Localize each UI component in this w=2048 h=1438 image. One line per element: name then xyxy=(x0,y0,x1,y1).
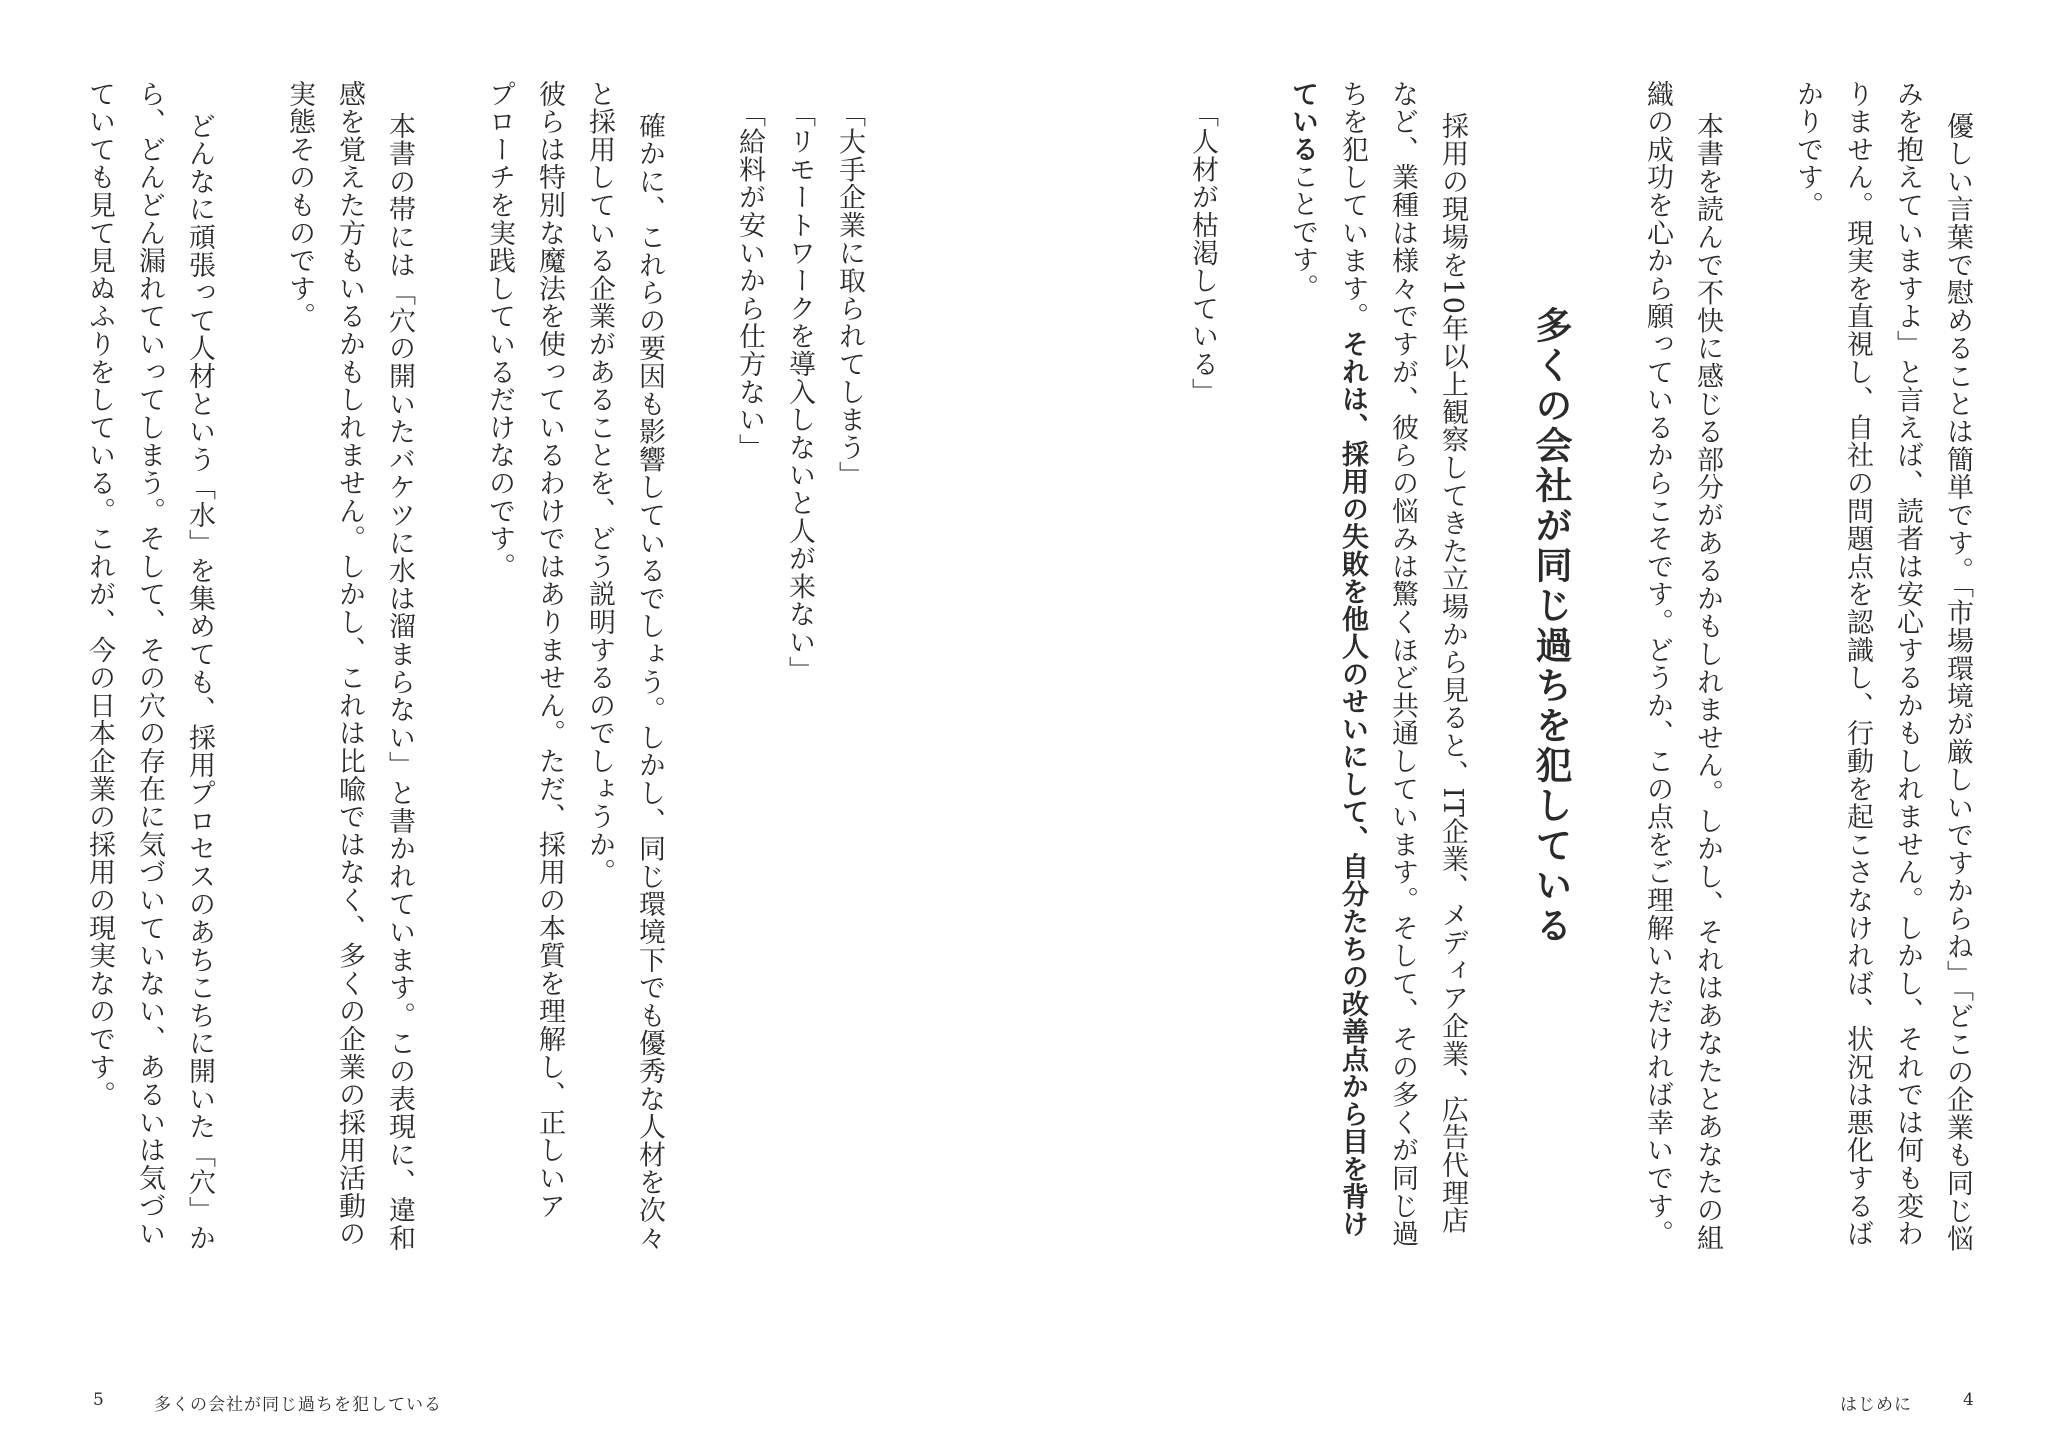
right-para2-line2: 織の成功を心から願っているからこそです。どうか、この点をご理解いただければ幸いです。 xyxy=(1642,80,1673,1248)
left-para1-line3: 彼らは特別な魔法を使っているわけではありません。ただ、採用の本質を理解し、正しいア xyxy=(534,80,565,1220)
left-quote-2: 「リモートワークを導入しないと人が来ない」 xyxy=(784,100,815,684)
right-para1-line4: かりです。 xyxy=(1792,80,1823,219)
right-para3-line4-bold: ている xyxy=(1287,80,1318,163)
right-page-number: 4 xyxy=(1963,1390,1974,1410)
right-para3-line3-bold: それは、採用の失敗を他人のせいにして、自分たちの改善点から目を背け xyxy=(1337,330,1368,1238)
left-para3-line1: どんなに頑張って人材という「水」を集めても、採用プロセスのあちこちに開いた「穴」か xyxy=(184,112,215,1252)
right-para3-line3 xyxy=(1339,80,1366,1238)
right-running-title: はじめに xyxy=(1840,1395,1912,1415)
right-para3-line3-normal: ちを犯しています。 xyxy=(1337,80,1368,331)
left-quote-1: 「大手企業に取られてしまう」 xyxy=(834,100,865,490)
left-para3-line3: ていても見て見ぬふりをしている。これが、今の日本企業の採用の現実なのです。 xyxy=(84,80,115,1109)
left-running-title: 多くの会社が同じ過ちを犯している xyxy=(154,1395,442,1415)
left-para2-line2: 感を覚えた方もいるかもしれません。しかし、これは比喩ではなく、多くの企業の採用活動の xyxy=(334,80,365,1248)
left-para1-line4: プローチを実践しているだけなのです。 xyxy=(484,80,515,581)
right-para3-line4-normal: ことです。 xyxy=(1287,162,1318,302)
left-page-number: 5 xyxy=(93,1390,104,1410)
right-para1-line3: りません。現実を直視し、自社の問題点を認識し、行動を起こさなければ、状況は悪化するば xyxy=(1842,80,1873,1248)
right-quote: 「人材が枯渇している」 xyxy=(1187,100,1218,406)
right-para3-line4 xyxy=(1289,80,1316,302)
right-para1-line2: みを抱えていますよ」と言えば、読者は安心するかもしれません。しかし、それでは何も変わ xyxy=(1892,80,1923,1248)
right-para1-line1: 優しい言葉で慰めることは簡単です。「市場環境が厳しいですからね」「どこの企業も同じ悩 xyxy=(1942,112,1973,1253)
section-heading: 多くの会社が同じ過ちを犯している xyxy=(1529,306,1572,946)
left-para1-line2: と採用している企業があることを、どう説明するのでしょうか。 xyxy=(584,80,615,887)
right-para3-line2: など、業種は様々ですが、彼らの悩みは驚くほど共通しています。そして、その多くが同じ過 xyxy=(1387,80,1418,1248)
right-para3-line1: 採用の現場を10年以上観察してきた立場から見ると、IT企業、メディア企業、広告代理店 xyxy=(1437,112,1468,1235)
left-para2-line1: 本書の帯には「穴の開いたバケツに水は溜まらない」と書かれています。この表現に、違和 xyxy=(384,112,415,1252)
right-para2-line1: 本書を読んで不快に感じる部分があるかもしれません。しかし、それはあなたとあなたの組 xyxy=(1692,112,1723,1252)
left-para3-line2: ら、どんどん漏れていってしまう。そして、その穴の存在に気づいていない、あるいは気づい xyxy=(134,80,165,1248)
left-para2-line3: 実態そのものです。 xyxy=(284,80,315,331)
left-para1-line1: 確かに、これらの要因も影響しているでしょう。しかし、同じ環境下でも優秀な人材を次々 xyxy=(634,112,665,1252)
left-quote-3: 「給料が安いから仕方ない」 xyxy=(734,100,765,462)
